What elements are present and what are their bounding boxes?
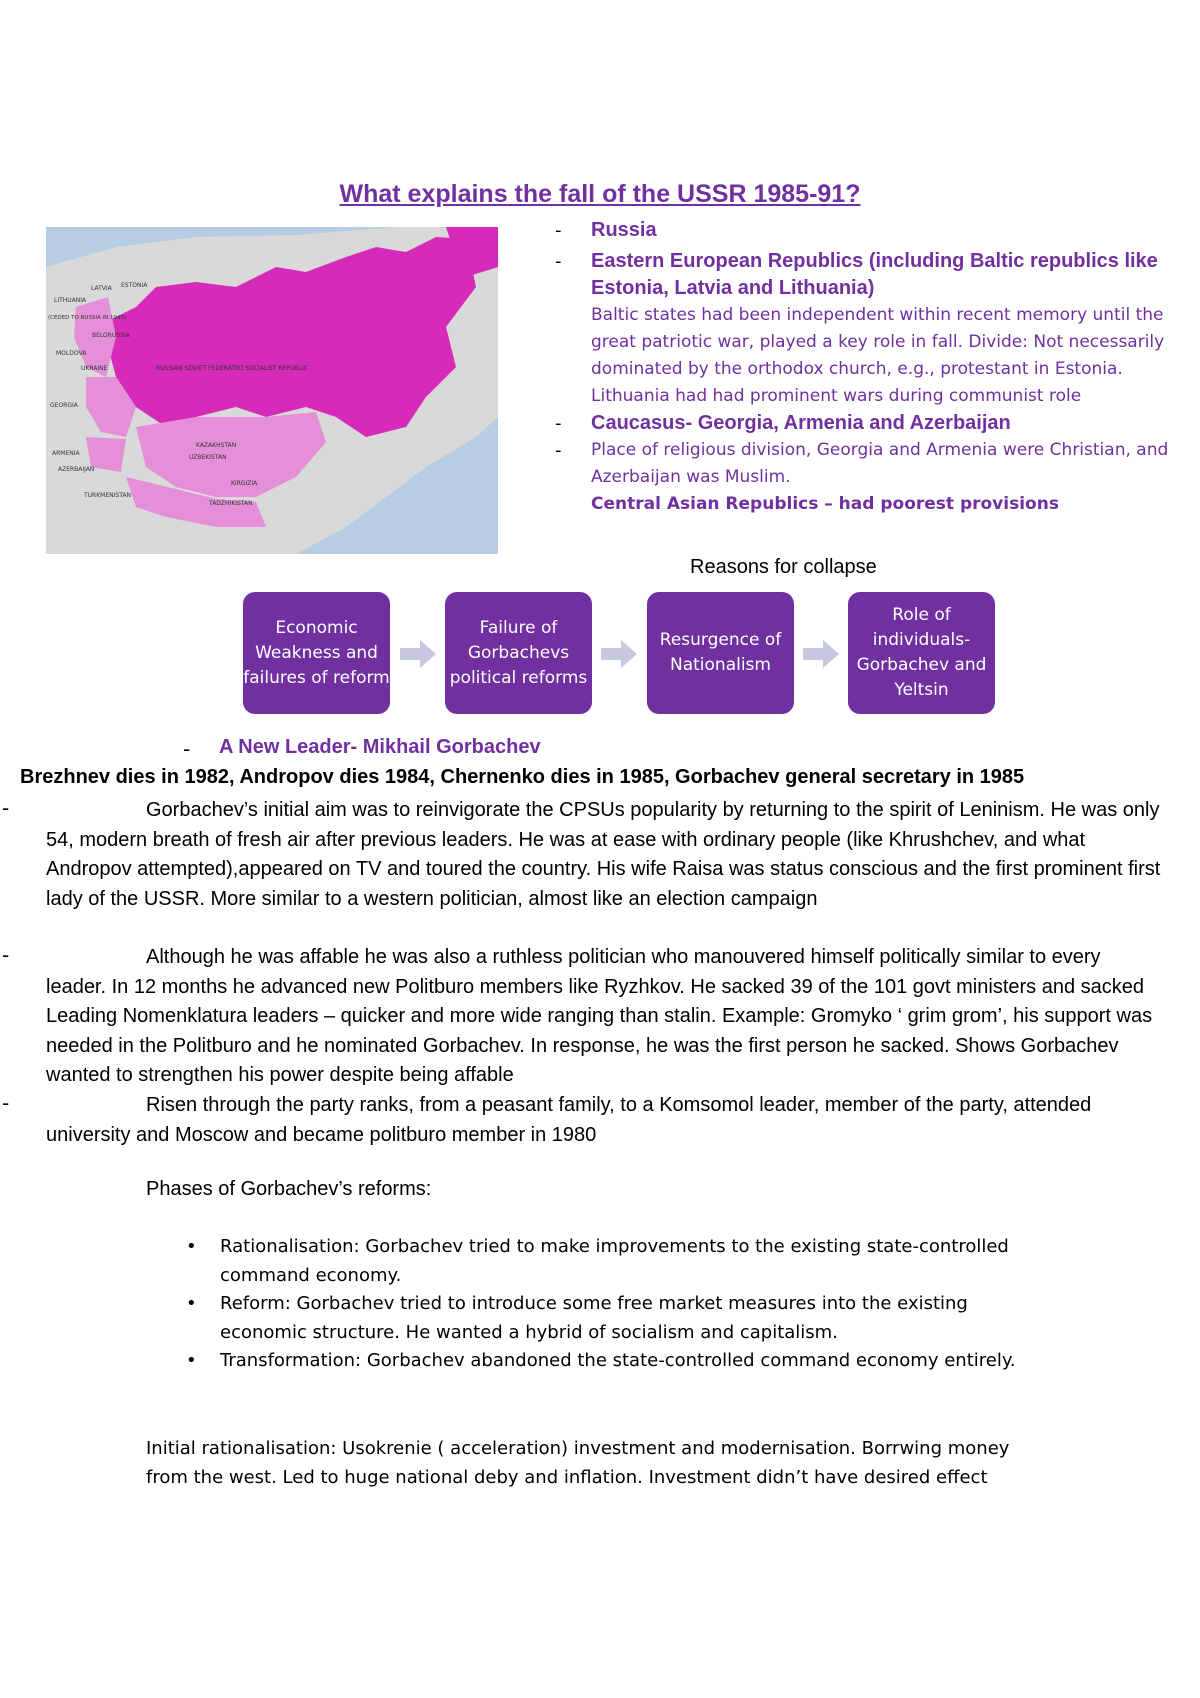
list-item (186, 1233, 1046, 1290)
list-dash: - (555, 220, 562, 241)
paragraph-aims (46, 796, 1166, 914)
reasons-title: Reasons for collapse (690, 556, 877, 578)
list-dash: - (555, 440, 562, 461)
list-dash: - (555, 251, 562, 272)
map-label-kazakhstan: KAZAKHSTAN (196, 442, 237, 449)
reason-box-nationalism: Resurgence of Nationalism (647, 592, 794, 714)
map-label-belorussia: BELORUSSIA (92, 332, 130, 339)
map-label-ceded: (CEDED TO RUSSIA IN 1945) (48, 315, 127, 321)
paragraph-text: Gorbachev’s initial aim was to reinvigorate the CPSUs popularity by returning to the spirit of Leninism. He was only 54, modern breath of fresh air after previous leaders. He was at ease with ordinary people (like Khrushchev, and what Andropov attempted),appeared on TV and toured the country. His wife Raisa was status conscious and the first prominent first lady of the USSR. More similar to a western politician, almost like an election campaign (46, 799, 1161, 910)
map-label-uzbekistan: UZBEKISTAN (189, 454, 227, 461)
phases-heading: Phases of Gorbachev’s reforms: (146, 1178, 432, 1200)
ussr-map (46, 227, 498, 554)
paragraph-text: Risen through the party ranks, from a peasant family, to a Komsomol leader, member of the party, attended university and Moscow and became politburo member in 1980 (46, 1094, 1092, 1146)
page-title: What explains the fall of the USSR 1985-91? (339, 180, 861, 208)
map-label-moldova: MOLDOVA (56, 350, 87, 357)
map-label-turkmenistan: TURKMENISTAN (84, 492, 131, 499)
paragraph-background (46, 1091, 1166, 1150)
map-label-russia: RUSSIAN SOVIET FEDERATED SOCIALIST REPUBLIC (156, 365, 308, 372)
list-item (186, 1347, 1046, 1376)
phases-list (186, 1233, 1046, 1376)
bullet-icon: • (186, 1350, 197, 1371)
list-dash: - (2, 943, 10, 967)
list-item-text: Rationalisation: Gorbachev tried to make improvements to the existing state-controlled command economy. (220, 1236, 1009, 1286)
regions-list (555, 217, 1195, 518)
region-item-eastern-europe (555, 248, 1195, 410)
map-label-lithuania: LITHUANIA (54, 297, 87, 304)
list-item (186, 1290, 1046, 1347)
region-heading: Eastern European Republics (including Baltic republics like Estonia, Latvia and Lithuania) (591, 250, 1158, 299)
reason-box-individuals: Role of individuals- Gorbachev and Yeltsin (848, 592, 995, 714)
region-item-russia (555, 217, 1195, 244)
region-item-religion (555, 437, 1195, 518)
map-label-azerbaijan: AZERBAIJAN (58, 466, 95, 473)
region-item-caucasus (555, 410, 1195, 437)
list-dash: - (2, 1091, 10, 1115)
region-description: Baltic states had been independent within recent memory until the great patriotic war, played a key role in fall. Divide: Not necessarily dominated by the orthodox church, e.g., protestant in Estonia. Lithuania had had prominent wars during communist role (591, 305, 1165, 406)
list-item-text: Transformation: Gorbachev abandoned the state-controlled command economy entirely. (220, 1350, 1016, 1371)
bullet-icon: • (186, 1293, 197, 1314)
map-label-latvia: LATVIA (91, 285, 112, 292)
paragraph-text: Although he was affable he was also a ruthless politician who manouvered himself politically similar to every leader. In 12 months he advanced new Politburo members like Ryzhkov. He sacked 39 of the 101 govt ministers and sacked Leading Nomenklatura leaders – quicker and more wide ranging than stalin. Example: Gromyko ‘ grim grom’, his support was needed in the Politburo and he nominated Gorbachev. In response, he was the first person he sacked. Shows Gorbachev wanted to strengthen his power despite being affable (46, 946, 1153, 1086)
map-label-estonia: ESTONIA (121, 282, 148, 289)
bullet-icon: • (186, 1236, 197, 1257)
map-label-kirgizia: KIRGIZIA (231, 480, 258, 487)
list-dash: - (555, 413, 562, 434)
region-heading: Russia (591, 219, 657, 241)
reason-box-political: Failure of Gorbachevs political reforms (445, 592, 592, 714)
section-heading: A New Leader- Mikhail Gorbachev (219, 736, 541, 758)
region-heading: Caucasus- Georgia, Armenia and Azerbaijan (591, 412, 1011, 434)
list-dash: - (2, 796, 10, 820)
arrow-right-icon (400, 638, 436, 670)
arrow-right-icon (803, 638, 839, 670)
region-description: Place of religious division, Georgia and Armenia were Christian, and Azerbaijan was Muslim. (591, 440, 1169, 487)
region-central-asia: Central Asian Republics – had poorest provisions (591, 494, 1059, 514)
reason-box-economic: Economic Weakness and failures of reform (243, 592, 390, 714)
map-label-tadzhikistan: TADZHIKISTAN (209, 500, 253, 507)
succession-line: Brezhnev dies in 1982, Andropov dies 1984, Chernenko dies in 1985, Gorbachev general secretary in 1985 (20, 766, 1025, 788)
list-item-text: Reform: Gorbachev tried to introduce some free market measures into the existing economic structure. He wanted a hybrid of socialism and capitalism. (220, 1293, 968, 1343)
map-label-georgia: GEORGIA (50, 402, 78, 409)
arrow-right-icon (601, 638, 637, 670)
list-dash: - (183, 737, 191, 761)
initial-rationalisation: Initial rationalisation: Usokrenie ( acceleration) investment and modernisation. Borrwing money from the west. Led to huge national deby and inflation. Investment didn’t have desired effect (146, 1438, 1010, 1488)
paragraph-ruthless (46, 943, 1166, 1091)
map-label-armenia: ARMENIA (52, 450, 80, 457)
map-label-ukraine: UKRAINE (81, 365, 108, 372)
